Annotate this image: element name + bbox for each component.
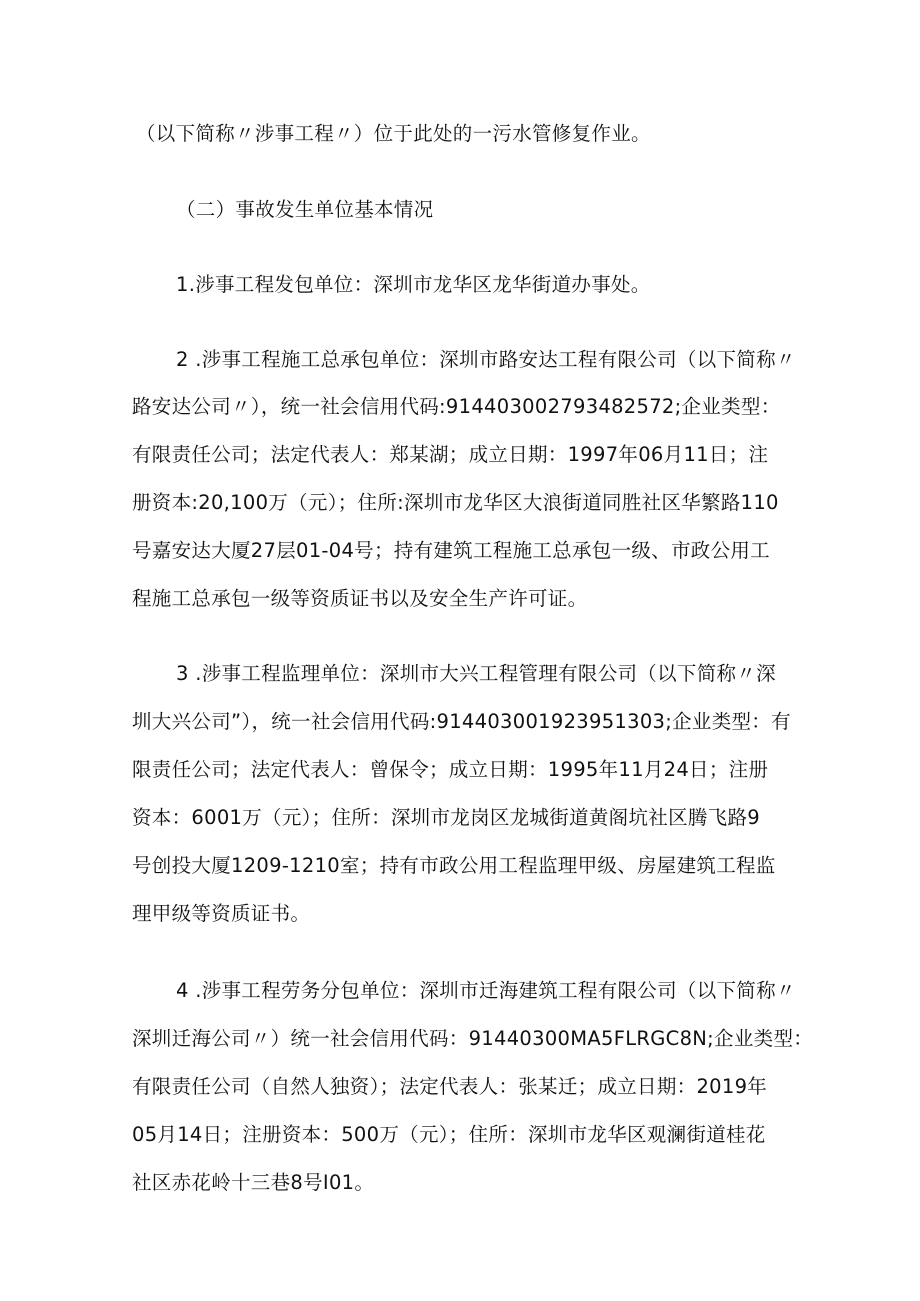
item4-line-2: 深圳迁海公司〃）统一社会信用代码：91440300MA5FLRGC8N;企业类型：	[132, 1027, 814, 1050]
item3-line-1: 3 .涉事工程监理单位：深圳市大兴工程管理有限公司（以下简称〃深	[176, 662, 776, 685]
item4-line-3: 有限责任公司（自然人独资）；法定代表人：张某迁；成立日期：2019年	[132, 1075, 768, 1098]
item3-line-4: 资本：6001万（元）；住所：深圳市龙岗区龙城街道黄阁坑社区腾飞路9	[132, 806, 760, 829]
item2-line-4: 册资本:20,100万（元）；住所:深圳市龙华区大浪街道同胜社区华繁路110	[132, 491, 779, 514]
item2-line-2: 路安达公司〃），统一社会信用代码:914403002793482572;企业类型：	[132, 395, 781, 418]
item4-line-1: 4 .涉事工程劳务分包单位：深圳市迁海建筑工程有限公司（以下简称〃	[176, 979, 796, 1002]
item1-line-1: 1.涉事工程发包单位：深圳市龙华区龙华街道办事处。	[176, 273, 651, 296]
intro-line: （以下简称〃涉事工程〃）位于此处的一污水管修复作业。	[136, 122, 651, 145]
item2-line-6: 程施工总承包一级等资质证书以及安全生产许可证。	[132, 587, 588, 610]
item4-line-5: 社区赤花岭十三巷8号I01。	[132, 1171, 375, 1194]
item2-line-5: 号嘉安达大厦27层01-04号；持有建筑工程施工总承包一级、市政公用工	[132, 539, 770, 562]
item3-line-6: 理甲级等资质证书。	[132, 902, 311, 925]
item2-line-3: 有限责任公司；法定代表人：郑某湖；成立日期：1997年06月11日；注	[132, 443, 769, 466]
item4-line-4: 05月14日；注册资本：500万（元）；住所：深圳市龙华区观澜街道桂花	[132, 1123, 766, 1146]
item3-line-5: 号创投大厦1209-1210室；持有市政公用工程监理甲级、房屋建筑工程监	[132, 854, 776, 877]
item3-line-2: 圳大兴公司”），统一社会信用代码:914403001923951303;企业类型：有	[132, 710, 791, 733]
section-heading: （二）事故发生单位基本情况	[176, 198, 434, 221]
item3-line-3: 限责任公司；法定代表人：曾保令；成立日期：1995年11月24日；注册	[132, 758, 769, 781]
item2-line-1: 2 .涉事工程施工总承包单位：深圳市路安达工程有限公司（以下简称〃	[176, 348, 796, 371]
